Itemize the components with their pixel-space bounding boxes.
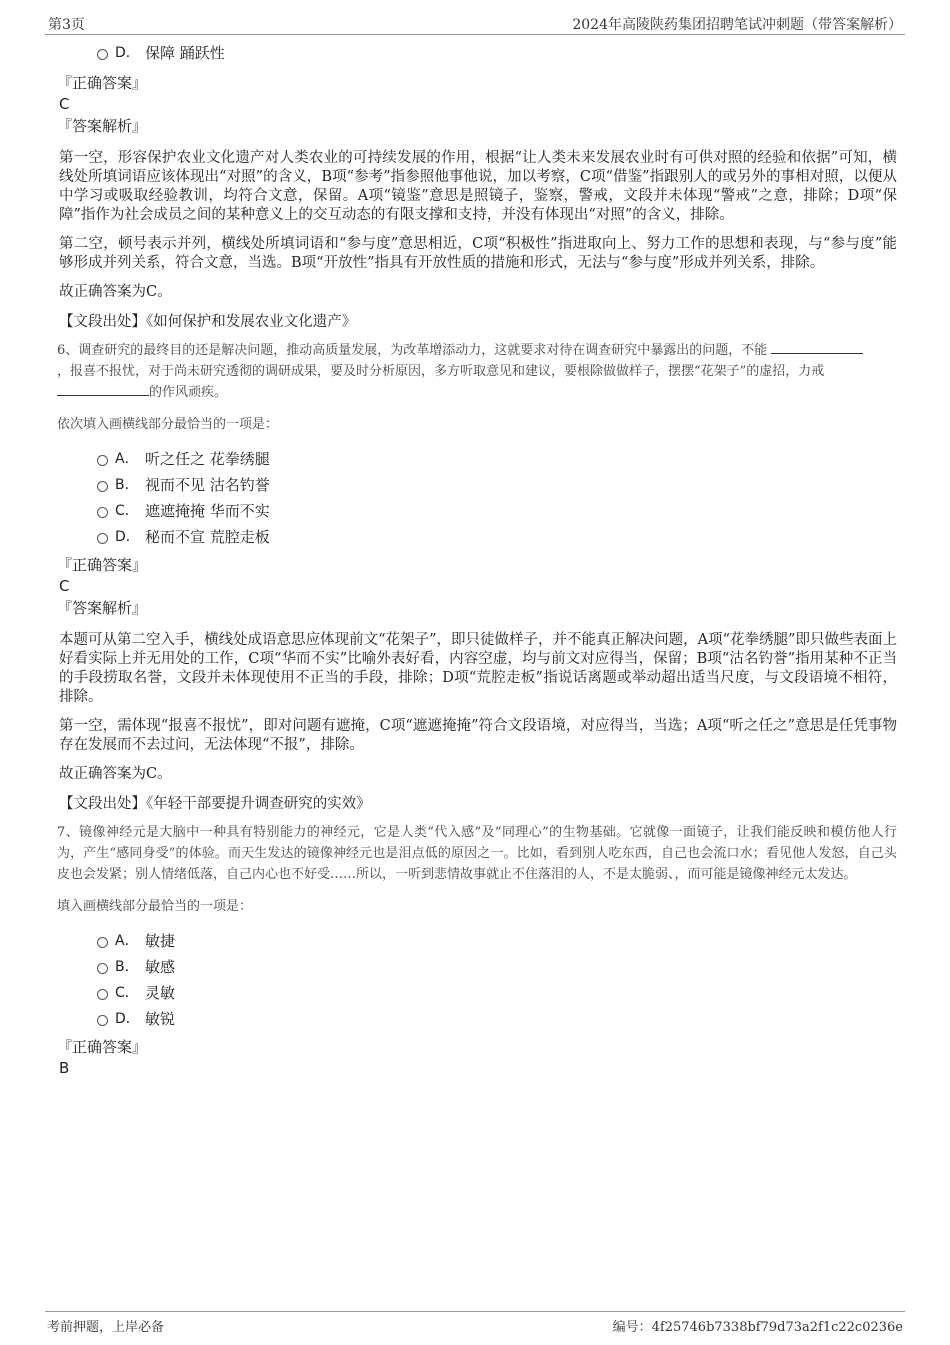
- radio-icon[interactable]: [97, 481, 108, 492]
- q7-answer-label: 『正确答案』: [57, 1038, 148, 1056]
- q6-option-b[interactable]: B． 视而不见 沽名钓誉: [57, 472, 897, 498]
- document-title: 2024年高陵陕药集团招聘笔试冲刺题（带答案解析）: [572, 17, 902, 33]
- q6-analysis-p1: 本题可从第二空入手，横线处成语意思应体现前文“花架子”，即只徒做样子，并不能真正解决问题，A项“花拳绣腿”即只做些表面上好看实际上并无用处的工作，C项“华而不实”比喻外表好看，内容空虚，均与前文对应得当，保留；B项“沽名钓誉”指用某种不正当的手段捞取名誉，文段并未体现使用不正当的手段，排除；D项“荒腔走板”指说话离题或举动超出适当尺度，与文段语境不相符，排除。: [59, 632, 897, 705]
- q6-analysis-p3: 故正确答案为C。: [59, 766, 172, 782]
- q6-option-d[interactable]: D． 秘而不宣 荒腔走板: [57, 524, 897, 550]
- radio-icon[interactable]: [97, 963, 108, 974]
- q6-source: 【文段出处】《年轻干部要提升调查研究的实效》: [59, 796, 371, 812]
- page-number: 第3页: [48, 17, 85, 33]
- q5-analysis-p1: 第一空，形容保护农业文化遗产对人类农业的可持续发展的作用，根据“让人类未来发展农业时有可供对照的经验和依据”可知，横线处所填词语应该体现出“对照”的含义，B项“参考”指参照他事他说，加以考察，C项“借鉴”指跟别人的或另外的事相对照，以便从中学习或吸取经验教训，均符合文意，保留。A项“镜鉴”意思是照镜子，鉴察，警戒，文段并未体现“警戒”之意，排除；D项“保障”指作为社会成员之间的某种意义上的交互动态的有限支撑和支持，并没有体现出“对照”的含义，排除。: [59, 150, 897, 223]
- q5-analysis-label: 『答案解析』: [57, 117, 148, 135]
- q5-answer-label: 『正确答案』: [57, 74, 148, 92]
- q7-option-b[interactable]: B． 敏感: [57, 954, 897, 980]
- blank-line: [771, 341, 863, 354]
- q7-option-d[interactable]: D． 敏锐: [57, 1006, 897, 1032]
- page-content: [57, 42, 897, 1078]
- blank-line: [57, 383, 149, 396]
- q6-answer-label: 『正确答案』: [57, 556, 148, 574]
- q7-prompt: 填入画横线部分最恰当的一项是：: [57, 899, 253, 914]
- q7-question-text: 7、镜像神经元是大脑中一种具有特别能力的神经元，它是人类“代入感”及“同理心”的生物基础。它就像一面镜子，让我们能反映和模仿他人行为，产生“感同身受”的体验。而天生发达的镜像神经元也是泪点低的原因之一。比如，看到别人吃东西，自己也会流口水；看见他人发怒，自己头皮也会发紧；别人情绪低落，自己内心也不好受……所以，一听到悲情故事就止不住落泪的人，不是太脆弱、，而可能是镜像神经元太发达。: [57, 825, 897, 882]
- q5-analysis-p3: 故正确答案为C。: [59, 284, 172, 300]
- q5-analysis-p2: 第二空，顿号表示并列，横线处所填词语和“参与度”意思相近，C项“积极性”指进取向上、努力工作的思想和表现，与“参与度”能够形成并列关系，符合文意，当选。B项“开放性”指具有开放性质的措施和形式，无法与“参与度”形成并列关系，排除。: [59, 236, 897, 271]
- document-code: 编号：4f25746b7338bf79d73a2f1c22c0236e: [612, 1320, 903, 1335]
- q5-answer: C: [59, 95, 70, 113]
- radio-icon[interactable]: [97, 1015, 108, 1026]
- q7-answer: B: [59, 1059, 70, 1077]
- radio-icon[interactable]: [97, 533, 108, 544]
- radio-icon[interactable]: [97, 937, 108, 948]
- q6-answer: C: [59, 577, 70, 595]
- q6-prompt: 依次填入画横线部分最恰当的一项是：: [57, 417, 279, 432]
- q6-option-a[interactable]: A． 听之任之 花拳绣腿: [57, 446, 897, 472]
- q7-option-a[interactable]: A． 敏捷: [57, 928, 897, 954]
- q5-option-d[interactable]: D． 保障 踊跃性: [57, 40, 897, 66]
- radio-icon[interactable]: [97, 507, 108, 518]
- q6-question-text: 6、调查研究的最终目的还是解决问题，推动高质量发展，为改革增添动力，这就要求对待在调查研究中暴露出的问题，不能 ，报喜不报忧，对于尚未研究透彻的调研成果，要及时分析原因，多方听取意见和建议，要根除做做样子，摆摆“花架子”的虚招，力戒 的作风顽疾。: [57, 340, 897, 403]
- q6-analysis-label: 『答案解析』: [57, 599, 148, 617]
- footer-slogan: 考前押题，上岸必备: [47, 1320, 165, 1335]
- page-header: [45, 12, 905, 35]
- radio-icon[interactable]: [97, 455, 108, 466]
- q6-option-c[interactable]: C． 遮遮掩掩 华而不实: [57, 498, 897, 524]
- radio-icon[interactable]: [97, 989, 108, 1000]
- page-footer: [45, 1311, 905, 1336]
- q5-source: 【文段出处】《如何保护和发展农业文化遗产》: [59, 314, 357, 330]
- q6-analysis-p2: 第一空，需体现“报喜不报忧”，即对问题有遮掩，C项“遮遮掩掩”符合文段语境，对应得当，当选；A项“听之任之”意思是任凭事物存在发展而不去过问，无法体现“不报”，排除。: [59, 718, 897, 753]
- radio-icon[interactable]: [97, 49, 108, 60]
- q7-option-c[interactable]: C． 灵敏: [57, 980, 897, 1006]
